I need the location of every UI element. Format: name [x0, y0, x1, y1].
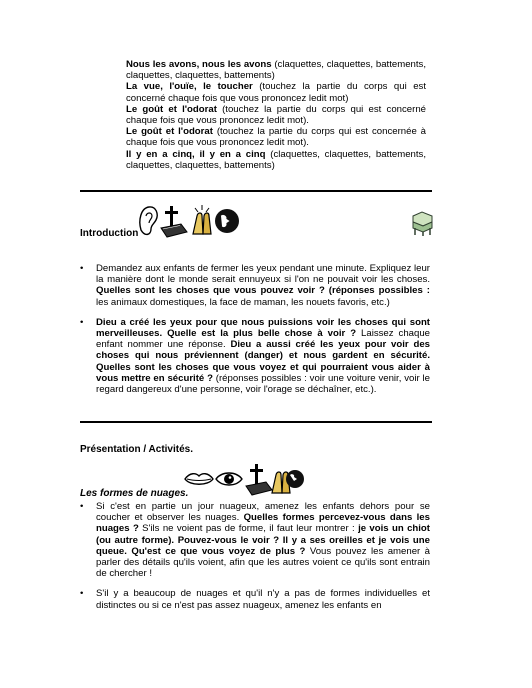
body-text: S'ils ne voient pas de forme, il faut leur montrer : [138, 523, 359, 535]
song-line [126, 59, 426, 81]
song-line [126, 149, 426, 171]
song-line [126, 104, 426, 126]
song-line-bold: Il y en a cinq, il y en a cinq [126, 148, 266, 160]
emphasis-text: Dieu a aussi créé les yeux pour voir des choses qui nous préviennent (danger) et nous gardent en sécurité. Quelles sont les choses que vous voyez et qui pourraient vous aider à vous mettre en sécurité ? [96, 339, 430, 384]
ear-icon [140, 207, 157, 235]
song-line-bold: Nous les avons, nous les avons [126, 59, 272, 70]
section-divider [80, 190, 432, 192]
song-line-bold: La vue, l'ouïe, le toucher [126, 81, 253, 93]
praying-hands-icon [193, 205, 211, 234]
list-item [80, 317, 430, 395]
body-text: Demandez aux enfants de fermer les yeux pendant une minute. Expliquez leur la manière dont le monde serait ennuyeux si l'on ne pouvait voir les choses. [96, 263, 430, 286]
body-text: Vous pouvez les amener à parler des détails qu'ils voient, afin que les autres voient ce qu'ils sont entrain de chercher ! [96, 545, 430, 580]
song-line-note: (claquettes, claquettes, battements, claquettes, claquettes, battements) [126, 59, 426, 82]
emphasis-text: Dieu a créé les yeux pour que nous puissions voir les choses qui sont merveilleuses. Quelle est la plus belle chose à voir ? [96, 316, 430, 340]
emphasis-text: je vois un chiot (ou autre forme). Pouvez-vous le voir ? Il y a ses oreilles et je vois une queue. Qu'est ce que vous voyez de plus ? [96, 523, 430, 557]
song-line-note: (touchez la partie du corps qui est concernée à chaque fois que vous prononcez ledit mot). [126, 126, 426, 149]
presentation-title: Présentation / Activités. [80, 444, 193, 455]
bullet-icon: • [80, 588, 84, 600]
bullet-icon: • [80, 316, 84, 328]
chair-icon [410, 210, 436, 236]
song-line-note: (touchez la partie du corps qui est concerné chaque fois que vous prononcez ledit mot) [126, 81, 426, 104]
song-line-note: (claquettes, claquettes, battements, claquettes, claquettes, battements) [126, 148, 426, 171]
lips-icon [185, 474, 213, 485]
list-item [80, 263, 430, 308]
introduction-list [80, 263, 430, 404]
song-line-note: (touchez la partie du corps qui est concerné chaque fois que vous prononcez ledit mot). [126, 103, 426, 127]
senses-icons [184, 462, 304, 496]
song-line-bold: Le goût et l'odorat [126, 103, 217, 115]
face-profile-icon [215, 209, 239, 233]
body-text: S'il y a beaucoup de nuages et qu'il n'y a pas de formes individuelles et distinctes ou si ce n'est pas assez nuageux, amenez les enfants en [96, 588, 430, 611]
section-divider [80, 421, 432, 423]
cross-bible-icon [161, 206, 187, 237]
list-item [80, 501, 430, 579]
body-text: les animaux domestiques, la face de maman, les nouets favoris, etc.) [96, 296, 390, 308]
song-line [126, 126, 426, 148]
emphasis-text: Quelles formes percevez-vous dans les nuages ? [96, 512, 430, 535]
song-line [126, 81, 426, 103]
introduction-title: Introduction [80, 228, 139, 239]
eye-icon [216, 473, 242, 485]
list-item [80, 588, 430, 610]
body-text: Laissez chaque enfant nommer une réponse. [96, 328, 431, 351]
face-profile-icon [286, 470, 304, 488]
activity-subhead: Les formes de nuages. [80, 488, 189, 499]
activity-list [80, 501, 430, 620]
song-line-bold: Le goût et l'odorat [126, 126, 213, 138]
bullet-icon: • [80, 501, 84, 512]
bullet-icon: • [80, 263, 84, 274]
body-text: Si c'est en partie un jour nuageux, amenez les enfants dehors pour se coucher et observer les nuages. [96, 501, 430, 524]
song-lyrics [126, 59, 426, 171]
emphasis-text: Quelles sont les choses que vous pouvez voir ? (réponses possibles : [96, 285, 430, 297]
cross-bible-icon [246, 464, 272, 495]
body-text: (réponses possibles : voir une voiture venir, voir le regard dangereux d'une personne, voir l'orage se déchaîner, etc.). [96, 372, 430, 396]
senses-icons [137, 204, 241, 240]
